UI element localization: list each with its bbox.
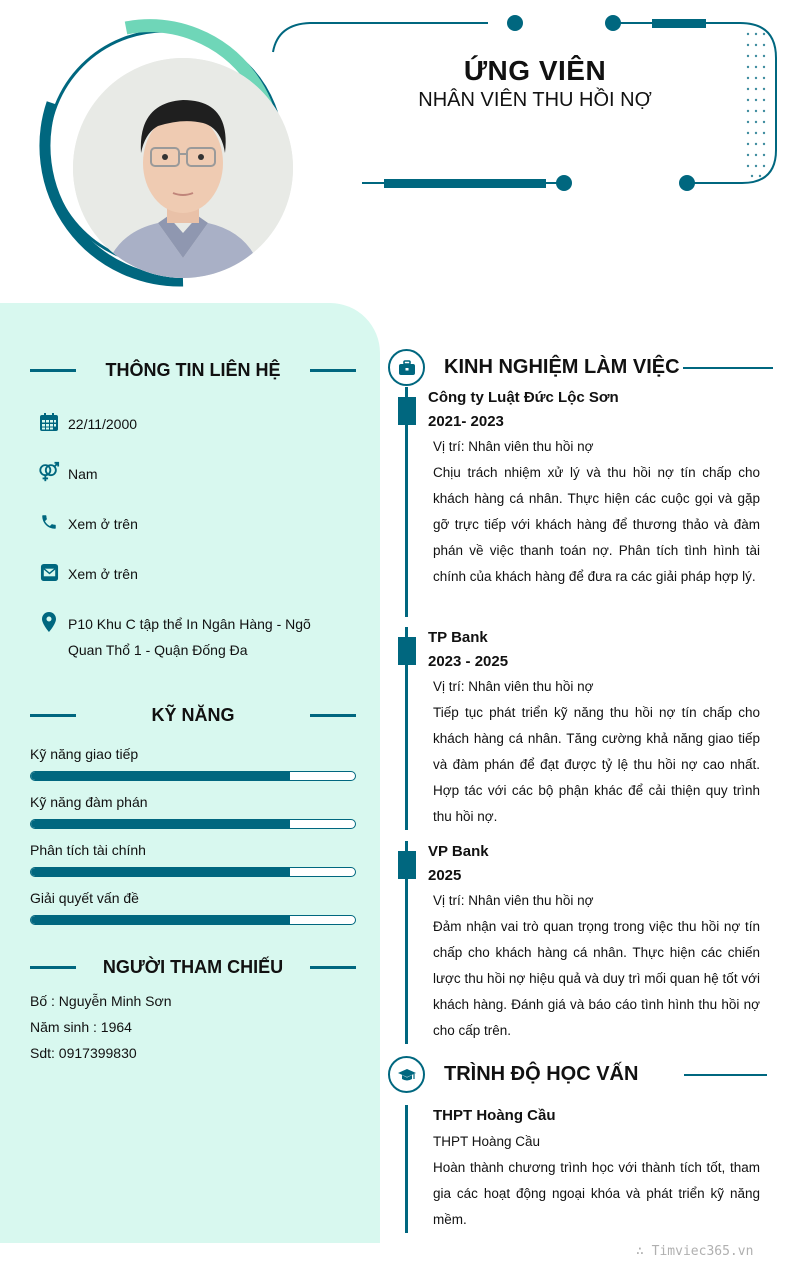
divider [30, 369, 76, 372]
email-icon [38, 561, 60, 583]
divider [684, 1074, 767, 1076]
phone-icon [38, 511, 60, 533]
avatar-frame [18, 18, 296, 296]
skill-label: Kỹ năng giao tiếp [30, 746, 139, 762]
education-section-title [388, 1056, 767, 1093]
skill-bar [30, 771, 356, 781]
calendar-icon [38, 411, 60, 433]
timeline-marker [398, 637, 416, 665]
gender-icon [38, 461, 60, 483]
skill-bar [30, 867, 356, 877]
job-years: 2021- 2023 [428, 413, 504, 430]
contact-birthdate [38, 411, 318, 437]
skill-bar [30, 819, 356, 829]
person-photo-icon [73, 58, 293, 278]
phone-value: Xem ở trên [68, 516, 138, 532]
skill-item [30, 792, 356, 829]
divider [683, 367, 773, 369]
title-block [380, 55, 690, 112]
job-entry [428, 840, 760, 1044]
job-entry [428, 386, 760, 590]
graduation-cap-icon [388, 1056, 425, 1093]
birthdate-value: 22/11/2000 [68, 416, 138, 432]
reference-birth-year: Năm sinh : 1964 [30, 1019, 132, 1035]
divider [310, 714, 356, 717]
job-position: Vị trí: Nhân viên thu hồi nợ [433, 439, 594, 454]
divider [310, 369, 356, 372]
address-value: P10 Khu C tập thể In Ngân Hàng - Ngõ Quan Thổ 1 - Quận Đống Đa [68, 616, 311, 658]
job-position: Vị trí: Nhân viên thu hồi nợ [433, 679, 594, 694]
section-heading: KỸ NĂNG [151, 704, 235, 725]
location-icon [38, 611, 60, 633]
timeline-marker [398, 397, 416, 425]
job-description: Đảm nhận vai trò quan trọng trong việc thu hồi nợ tín chấp cho khách hàng cá nhân. Thực hiện các chiến lược thu hồi nợ hiệu quả và duy trì mối quan hệ tốt với khách hàng. Đánh giá và báo cáo tình hình thu hồi nợ cho cấp trên. [433, 919, 760, 1038]
briefcase-icon [388, 349, 425, 386]
education-description: Hoàn thành chương trình học với thành tích tốt, tham gia các hoạt động ngoại khóa và phát triển kỹ năng mềm. [433, 1160, 760, 1227]
section-heading: NGƯỜI THAM CHIẾU [102, 956, 284, 977]
cv-header [0, 0, 800, 300]
contact-phone [38, 511, 318, 537]
job-description: Tiếp tục phát triển kỹ năng thu hồi nợ tín chấp cho khách hàng cá nhân. Tăng cường khả năng giao tiếp và đàm phán để đạt được tỷ lệ thu hồi nợ cao nhất. Hợp tác với các bộ phận khác để cải thiện quy trình thu hồi nợ. [433, 705, 760, 824]
timeline-marker [398, 851, 416, 879]
section-heading: THÔNG TIN LIÊN HỆ [105, 359, 281, 380]
skill-bar-fill [31, 772, 290, 780]
job-years: 2025 [428, 867, 462, 884]
watermark: ∴ Timviec365.vn [636, 1244, 754, 1259]
reference-name: Bố : Nguyễn Minh Sơn [30, 993, 172, 1009]
skill-item [30, 744, 356, 781]
section-heading: TRÌNH ĐỘ HỌC VẤN [444, 1063, 639, 1085]
timeline-line [405, 1105, 408, 1233]
skill-item [30, 840, 356, 877]
skill-label: Phân tích tài chính [30, 842, 146, 858]
skill-item [30, 888, 356, 925]
skill-bar-fill [31, 916, 290, 924]
job-description: Chịu trách nhiệm xử lý và thu hồi nợ tín chấp cho khách hàng cá nhân. Thực hiện các cuộc gọi và gặp gỡ trực tiếp với khách hàng để thương thảo và đàm phán về việc thanh toán nợ. Phân tích tình hình tài chính của khách hàng để đưa ra các giải pháp hợp lý. [433, 465, 760, 584]
candidate-position: NHÂN VIÊN THU HỒI NỢ [418, 89, 652, 111]
skills-section-title [30, 703, 356, 727]
contact-section-title [30, 358, 356, 382]
section-heading: KINH NGHIỆM LÀM VIỆC [444, 356, 680, 378]
company-name: TP Bank [428, 629, 488, 646]
email-value: Xem ở trên [68, 566, 138, 582]
company-name: Công ty Luật Đức Lộc Sơn [428, 389, 619, 406]
education-major: THPT Hoàng Cầu [433, 1134, 541, 1149]
skill-bar-fill [31, 868, 290, 876]
experience-section-title [388, 349, 773, 386]
left-sidebar [0, 303, 380, 1243]
job-position: Vị trí: Nhân viên thu hồi nợ [433, 893, 594, 908]
gender-value: Nam [68, 466, 98, 482]
contact-email [38, 561, 318, 587]
divider [30, 714, 76, 717]
school-name: THPT Hoàng Cầu [433, 1107, 556, 1124]
skill-bar [30, 915, 356, 925]
skill-label: Giải quyết vấn đề [30, 890, 139, 906]
reference-phone: Sdt: 0917399830 [30, 1045, 137, 1061]
contact-gender [38, 461, 318, 487]
job-years: 2023 - 2025 [428, 653, 509, 670]
avatar [73, 58, 293, 278]
divider [310, 966, 356, 969]
divider [30, 966, 76, 969]
job-entry [428, 626, 760, 830]
candidate-name: ỨNG VIÊN [463, 55, 607, 86]
skill-bar-fill [31, 820, 290, 828]
education-entry [433, 1103, 760, 1233]
skill-label: Kỹ năng đàm phán [30, 794, 148, 810]
contact-address [38, 611, 318, 663]
company-name: VP Bank [428, 843, 489, 860]
references-section-title [30, 955, 356, 979]
